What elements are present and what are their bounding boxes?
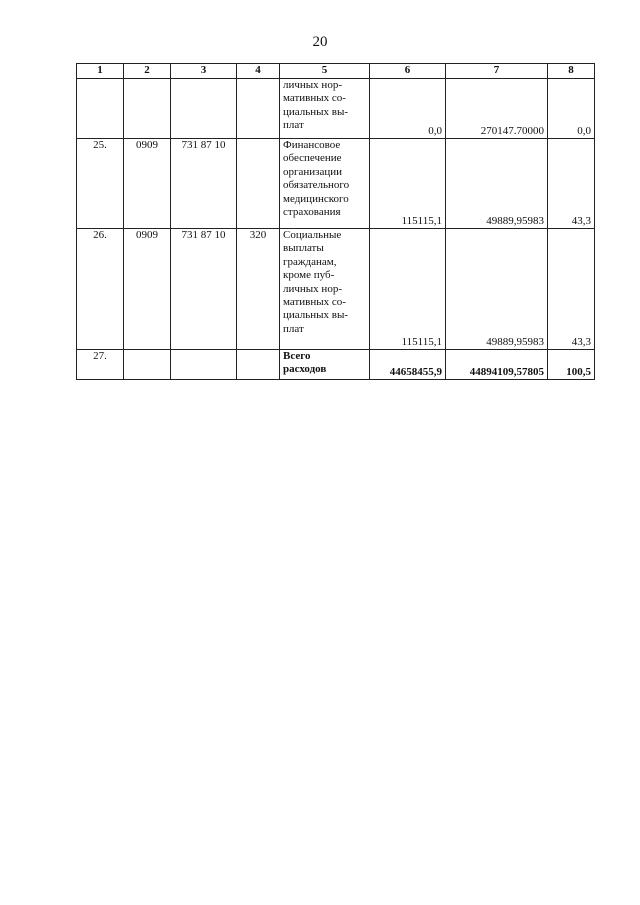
description-line: расходов: [283, 363, 327, 376]
row-number-cell: [77, 79, 124, 139]
fact-amount-cell: 49889,95983: [446, 139, 548, 229]
percent-cell: 43,3: [548, 229, 595, 350]
description-line: Всего: [283, 350, 311, 362]
row-number-cell: 26.: [77, 229, 124, 350]
description-line: гражданам,: [283, 255, 337, 268]
column-header: 1: [77, 64, 124, 79]
section-code-cell: 0909: [124, 139, 171, 229]
plan-amount-cell: 115115,1: [370, 139, 446, 229]
column-header: 3: [171, 64, 237, 79]
expense-type-cell: 320: [237, 229, 280, 350]
fact-amount-cell: 44894109,57805: [446, 350, 548, 380]
total-row: [77, 350, 595, 380]
description-line: обеспечение: [283, 152, 342, 165]
percent-cell: 43,3: [548, 139, 595, 229]
row-number-cell: 25.: [77, 139, 124, 229]
plan-amount-cell: 44658455,9: [370, 350, 446, 380]
description-line: страхования: [283, 206, 341, 219]
plan-amount-cell: 0,0: [370, 79, 446, 139]
description-line: личных нор-: [283, 282, 342, 295]
description-cell: [280, 229, 370, 350]
description-line: организации: [283, 165, 343, 178]
table-row: [77, 139, 595, 229]
description-line: медицинского: [283, 192, 349, 205]
description-line: личных нор-: [283, 79, 342, 91]
description-cell: [280, 139, 370, 229]
column-header: 7: [446, 64, 548, 79]
fact-amount-cell: 49889,95983: [446, 229, 548, 350]
description-line: плат: [283, 322, 304, 335]
target-code-cell: [171, 79, 237, 139]
column-header: 4: [237, 64, 280, 79]
description-line: выплаты: [283, 242, 324, 255]
column-header: 2: [124, 64, 171, 79]
description-cell: [280, 350, 370, 380]
column-header: 5: [280, 64, 370, 79]
target-code-cell: [171, 350, 237, 380]
description-line: плат: [283, 119, 304, 132]
column-header: 6: [370, 64, 446, 79]
header-row: [77, 64, 595, 79]
page-number: 20: [312, 34, 328, 50]
expense-type-cell: [237, 79, 280, 139]
percent-cell: 0,0: [548, 79, 595, 139]
section-code-cell: [124, 79, 171, 139]
plan-amount-cell: 115115,1: [370, 229, 446, 350]
description-line: Финансовое: [283, 139, 341, 151]
section-code-cell: [124, 350, 171, 380]
expense-type-cell: [237, 350, 280, 380]
description-line: циальных вы-: [283, 309, 349, 322]
description-line: мативных со-: [283, 92, 346, 105]
percent-cell: 100,5: [548, 350, 595, 380]
table-row: [77, 79, 595, 139]
section-code-cell: 0909: [124, 229, 171, 350]
description-cell: [280, 79, 370, 139]
column-header: 8: [548, 64, 595, 79]
row-number-cell: 27.: [77, 350, 124, 380]
target-code-cell: 731 87 10: [171, 139, 237, 229]
description-line: Социальные: [283, 229, 342, 241]
expense-type-cell: [237, 139, 280, 229]
description-line: циальных вы-: [283, 105, 349, 118]
fact-amount-cell: 270147.70000: [446, 79, 548, 139]
description-line: мативных со-: [283, 296, 346, 309]
description-line: кроме пуб-: [283, 269, 335, 282]
table-row: [77, 229, 595, 350]
budget-table: [76, 63, 595, 380]
description-line: обязательного: [283, 179, 350, 192]
target-code-cell: 731 87 10: [171, 229, 237, 350]
